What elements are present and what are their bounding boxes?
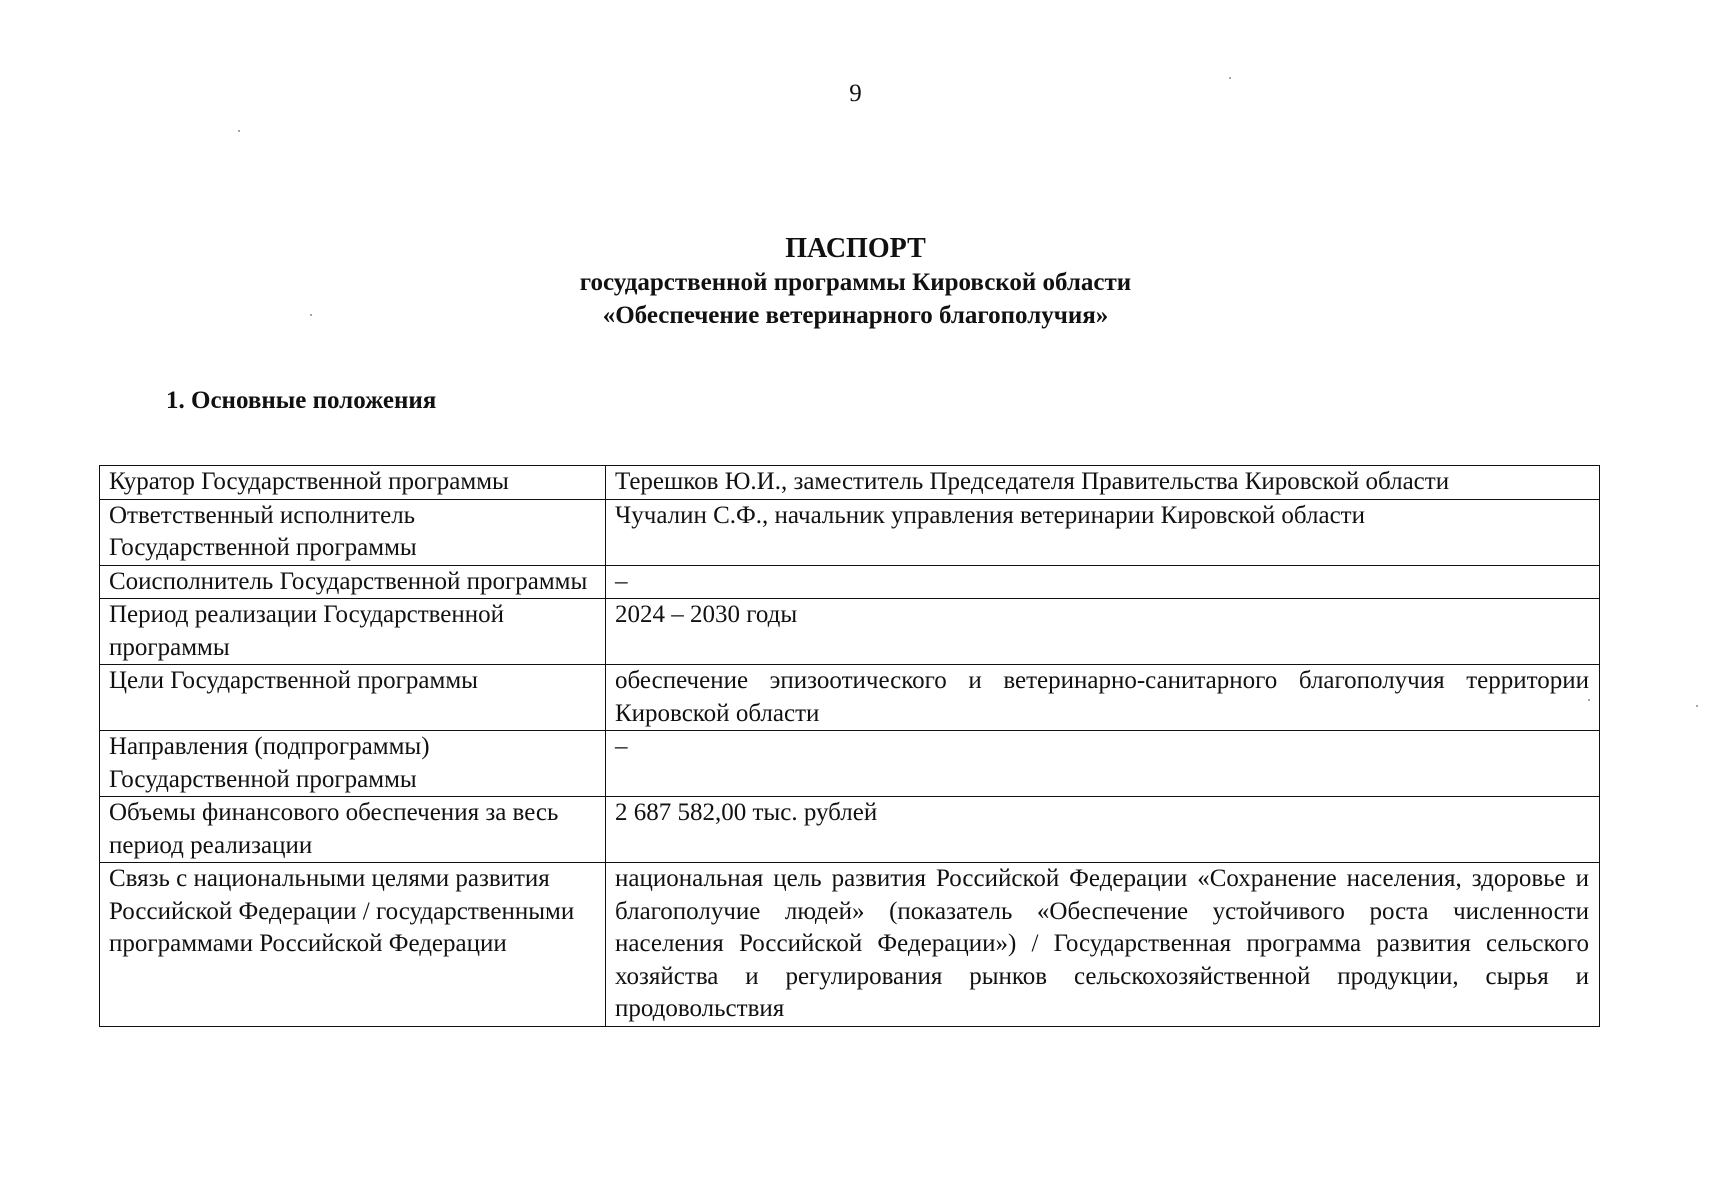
row-label-period: Период реализации Государственной программы xyxy=(100,599,606,665)
page-number: 9 xyxy=(849,80,862,107)
table-row-national-goals-link xyxy=(100,863,1600,1027)
document-title: ПАСПОРТ xyxy=(785,233,926,264)
table-row-co-executor xyxy=(100,565,1600,599)
row-label-goals: Цели Государственной программы xyxy=(100,665,606,731)
row-value-goals: обеспечение эпизоотического и ветеринарно-санитарного благополучия территории Кировской области xyxy=(606,665,1600,731)
scan-speck xyxy=(310,314,312,316)
table-row-financing xyxy=(100,797,1600,863)
document-title-block xyxy=(0,232,1711,332)
scan-speck xyxy=(1696,705,1698,707)
row-label-curator: Куратор Государственной программы xyxy=(100,466,606,500)
document-subtitle-line-1: государственной программы Кировской области xyxy=(579,269,1132,296)
table-row-goals xyxy=(100,665,1600,731)
scan-speck xyxy=(1229,77,1231,79)
row-value-national-goals-link: национальная цель развития Российской Федерации «Сохранение населения, здоровье и благополучие людей» (показатель «Обеспечение устойчивого роста численности населения Российской Федерации») / Государственная программа развития сельского хозяйства и регулирования рынков сельскохозяйственной продукции, сырья и продовольствия xyxy=(606,863,1600,1027)
scan-speck xyxy=(238,130,240,132)
row-value-curator: Терешков Ю.И., заместитель Председателя Правительства Кировской области xyxy=(606,466,1600,500)
row-value-responsible-executor: Чучалин С.Ф., начальник управления ветеринарии Кировской области xyxy=(606,499,1600,565)
row-label-directions: Направления (подпрограммы) Государственной программы xyxy=(100,731,606,797)
table-row-curator xyxy=(100,466,1600,500)
row-label-financing: Объемы финансового обеспечения за весь период реализации xyxy=(100,797,606,863)
table-row-responsible-executor xyxy=(100,499,1600,565)
row-value-financing: 2 687 582,00 тыс. рублей xyxy=(606,797,1600,863)
row-value-co-executor: – xyxy=(606,565,1600,599)
section-heading: 1. Основные положения xyxy=(166,387,437,414)
table-row-period xyxy=(100,599,1600,665)
row-label-co-executor: Соисполнитель Государственной программы xyxy=(100,565,606,599)
document-subtitle-line-2: «Обеспечение ветеринарного благополучия» xyxy=(602,302,1109,329)
row-label-responsible-executor: Ответственный исполнитель Государственной программы xyxy=(100,499,606,565)
table-row-directions xyxy=(100,731,1600,797)
row-value-period: 2024 – 2030 годы xyxy=(606,599,1600,665)
scan-speck xyxy=(1588,699,1590,701)
row-value-directions: – xyxy=(606,731,1600,797)
row-label-national-goals-link: Связь с национальными целями развития Российской Федерации / государственными программами Российской Федерации xyxy=(100,863,606,1027)
passport-table xyxy=(99,465,1600,1027)
